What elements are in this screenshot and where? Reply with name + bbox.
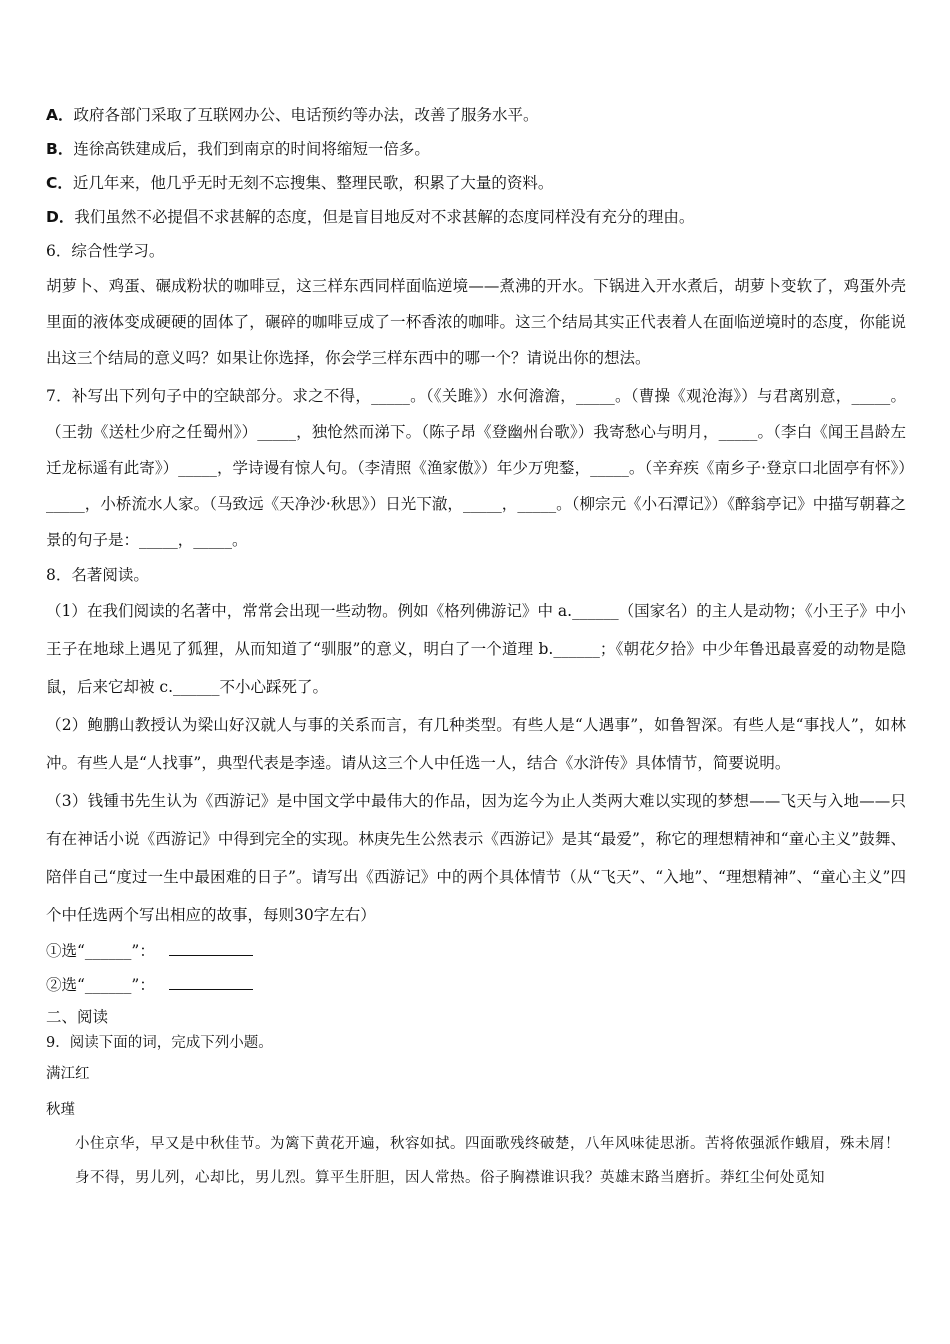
- option-b: B．连徐高铁建成后，我们到南京的时间将缩短一倍多。: [46, 140, 430, 158]
- section-heading: 二、阅读: [46, 1008, 109, 1026]
- q9-instruction: 9．阅读下面的词，完成下列小题。: [46, 1035, 273, 1051]
- answer-blank[interactable]: [169, 975, 253, 990]
- option-c: C．近几年来，他几乎无时无刻不忘搜集、整理民歌，积累了大量的资料。: [46, 174, 554, 192]
- answer-blank[interactable]: [169, 941, 253, 956]
- poem-stanza-2: 身不得，男儿列，心却比，男儿烈。算平生肝胆，因人常热。俗子胸襟谁识我？英雄末路当磨折。莽红尘何处觅知: [75, 1170, 825, 1186]
- option-a: A．政府各部门采取了互联网办公、电话预约等办法，改善了服务水平。: [46, 106, 539, 124]
- q8-part3: （3）钱锺书先生认为《西游记》是中国文学中最伟大的作品，因为迄今为止人类两大难以实现的梦想——飞天与入地——只有在神话小说《西游记》中得到完全的实现。林庚先生公然表示《西游记》是其“最爱”，称它的理想精神和“童心主义”鼓舞、陪伴自己“度过一生中最困难的日子”。请写出《西游记》中的两个具体情节（从“飞天”、“入地”、“理想精神”、“童心主义”四个中任选两个写出相应的故事，每则30字左右）: [46, 792, 906, 924]
- q8-choice-2: ②选“______”：: [46, 968, 906, 1002]
- option-d: D．我们虽然不必提倡不求甚解的态度，但是盲目地反对不求甚解的态度同样没有充分的理由。: [46, 208, 695, 226]
- poem-title: 满江红: [46, 1066, 90, 1082]
- q6-heading: 6．综合性学习。: [46, 242, 165, 260]
- q5-options: [46, 98, 906, 234]
- poem-stanza-1: 小住京华，早又是中秋佳节。为篱下黄花开遍，秋容如拭。四面歌残终破楚，八年风味徒思浙。苦将侬强派作蛾眉，殊未屑！: [75, 1136, 900, 1152]
- poem-author: 秋瑾: [46, 1102, 75, 1118]
- q8-part2: （2）鲍鹏山教授认为梁山好汉就人与事的关系而言，有几种类型。有些人是“人遇事”，如鲁智深。有些人是“事找人”，如林冲。有些人是“人找事”，典型代表是李逵。请从这三个人中任选一人，结合《水浒传》具体情节，简要说明。: [46, 716, 906, 772]
- q8-heading: 8．名著阅读。: [46, 566, 149, 584]
- q8-part1: （1）在我们阅读的名著中，常常会出现一些动物。例如《格列佛游记》中 a.______（国家名）的主人是动物；《小王子》中小王子在地球上遇见了狐狸，从而知道了“驯服”的意义，明白了一个道理 b.______；《朝花夕拾》中少年鲁迅最喜爱的动物是隐鼠，后来它却被 c.______不小心踩死了。: [46, 602, 906, 696]
- q7-body: 7．补写出下列句子中的空缺部分。求之不得，_____。（《关雎》）水何澹澹，_____。（曹操《观沧海》）与君离别意，_____。（王勃《送杜少府之任蜀州》）_____，独怆然而涕下。（陈子昂《登幽州台歌》）我寄愁心与明月，_____。（李白《闻王昌龄左迁龙标遥有此寄》）_____，学诗谩有惊人句。（李清照《渔家傲》）年少万兜鍪，_____。（辛弃疾《南乡子·登京口北固亭有怀》）_____，小桥流水人家。（马致远《天净沙·秋思》）日光下澈，_____，_____。（柳宗元《小石潭记》）《醉翁亭记》中描写朝暮之景的句子是：_____，_____。: [46, 387, 906, 549]
- q6-body: 胡萝卜、鸡蛋、碾成粉状的咖啡豆，这三样东西同样面临逆境——煮沸的开水。下锅进入开水煮后，胡萝卜变软了，鸡蛋外壳里面的液体变成硬硬的固体了，碾碎的咖啡豆成了一杯香浓的咖啡。这三个结局其实正代表着人在面临逆境时的态度，你能说出这三个结局的意义吗？如果让你选择，你会学三样东西中的哪一个？请说出你的想法。: [46, 277, 906, 367]
- q8-choice-1: ①选“______”：: [46, 934, 906, 968]
